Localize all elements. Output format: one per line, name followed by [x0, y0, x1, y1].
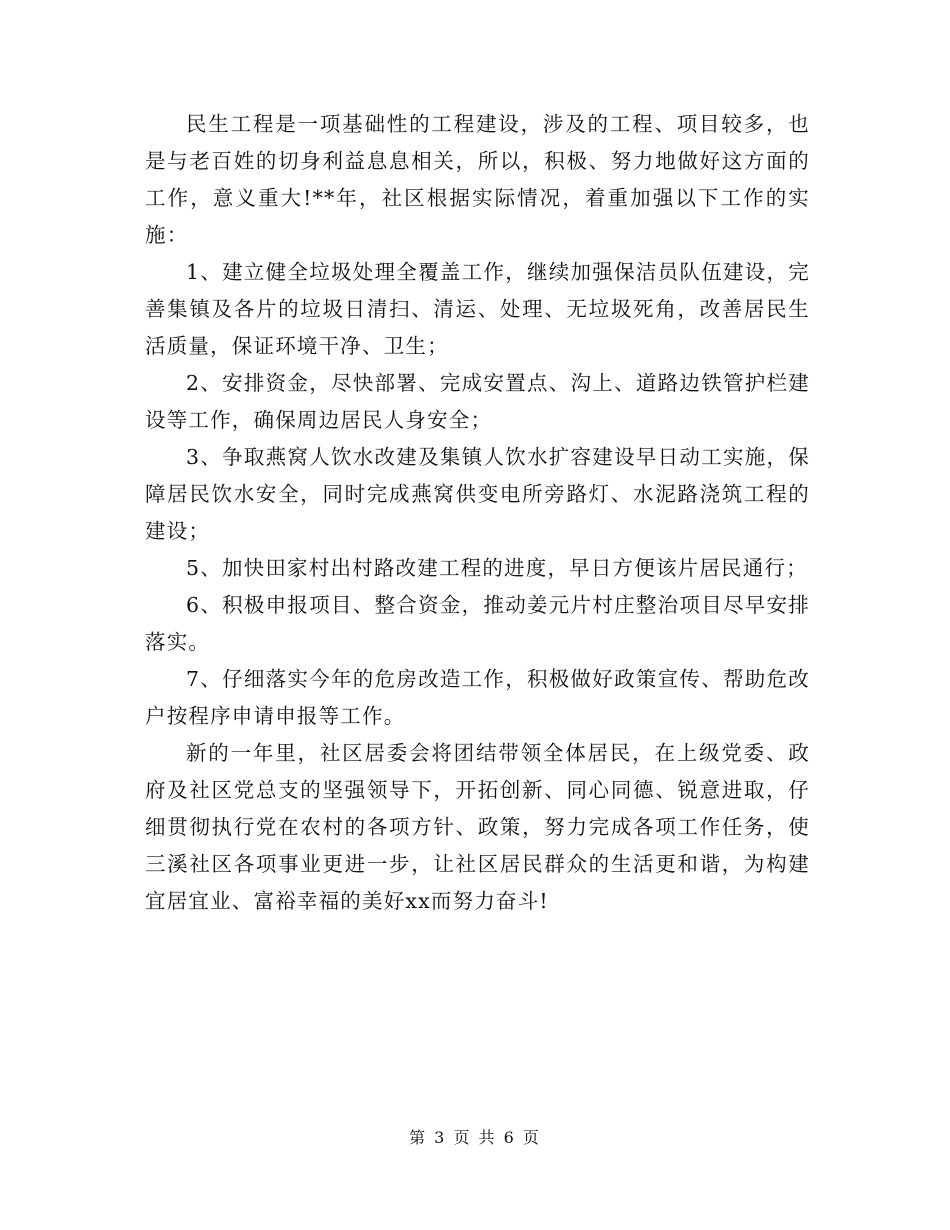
paragraph-item-6: 6、积极申报项目、整合资金，推动姜元片村庄整治项目尽早安排落实。 [145, 593, 810, 654]
paragraph-item-5: 5、加快田家村出村路改建工程的进度，早日方便该片居民通行； [186, 556, 808, 580]
paragraph-item-2: 2、安排资金，尽快部署、完成安置点、沟上、道路边铁管护栏建设等工作，确保周边居民人身安全； [145, 371, 810, 432]
document-body [145, 106, 810, 920]
paragraph-item-1: 1、建立健全垃圾处理全覆盖工作，继续加强保洁员队伍建设，完善集镇及各片的垃圾日清扫、清运、处理、无垃圾死角，改善居民生活质量，保证环境干净、卫生； [145, 260, 810, 358]
page-number-footer: 第 3 页 共 6 页 [409, 1128, 541, 1147]
paragraph-item-7: 7、仔细落实今年的危房改造工作，积极做好政策宣传、帮助危改户按程序申请申报等工作。 [145, 667, 810, 728]
paragraph-item-3: 3、争取燕窝人饮水改建及集镇人饮水扩容建设早日动工实施，保障居民饮水安全，同时完成燕窝供变电所旁路灯、水泥路浇筑工程的建设； [145, 445, 810, 543]
paragraph-intro: 民生工程是一项基础性的工程建设，涉及的工程、项目较多，也是与老百姓的切身利益息息相关，所以，积极、努力地做好这方面的工作，意义重大!**年，社区根据实际情况，着重加强以下工作的实施： [145, 112, 810, 247]
paragraph-conclusion: 新的一年里，社区居委会将团结带领全体居民，在上级党委、政府及社区党总支的坚强领导下，开拓创新、同心同德、锐意进取，仔细贯彻执行党在农村的各项方针、政策，努力完成各项工作任务，使三溪社区各项事业更进一步，让社区居民群众的生活更和谐，为构建宜居宜业、富裕幸福的美好xx而努力奋斗! [145, 741, 810, 913]
